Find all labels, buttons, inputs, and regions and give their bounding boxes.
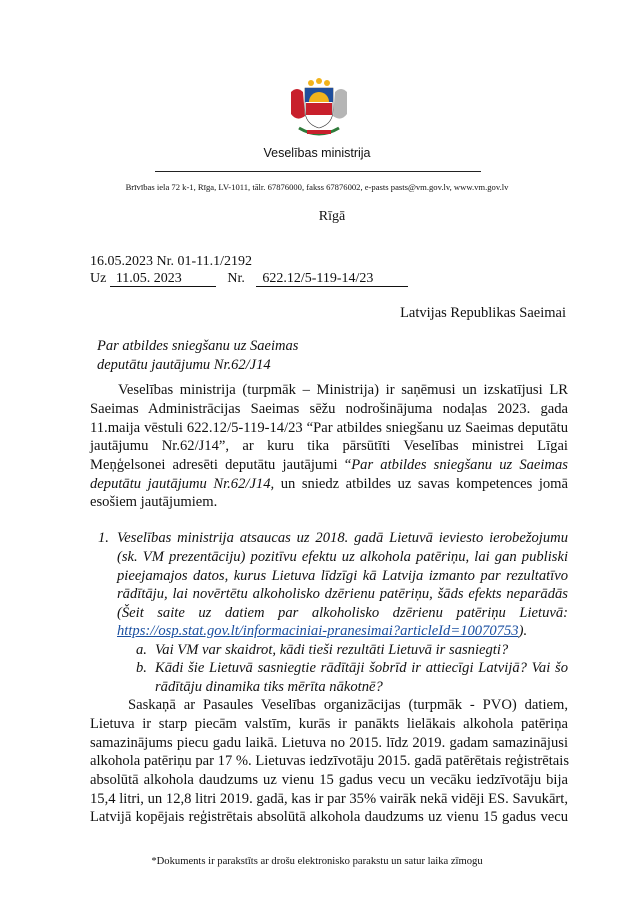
text-line: 11.maija vēstuli 622.12/5-119-14/23 “Par atbildes sniegšanu uz Saeimas deputātu xyxy=(90,420,568,436)
document-date-number: 16.05.2023 Nr. 01-11.1/2192 xyxy=(90,254,253,269)
statistics-link[interactable]: https://osp.stat.gov.lt/informaciniai-pranesimai?articleId=10070753 xyxy=(117,623,519,639)
text-line: rādītāju, lai novērtētu alkoholisko dzērienu patēriņu, šāds efekts neparādās xyxy=(117,586,568,602)
recipient: Latvijas Republikas Saeimai xyxy=(400,305,566,321)
subject-line: Par atbildes sniegšanu uz Saeimas xyxy=(97,338,299,354)
text-line: rādītāju dinamika tiks mērīta nākotnē? xyxy=(155,679,383,695)
text-line: Veselības ministrija (turpmāk – Ministrija) ir saņēmusi un izskatījusi LR xyxy=(118,382,568,398)
text-line: 15,4 litri, un 12,8 litri 2019. gadā, kas ir par 35% vairāk nekā vidēji ES. Savukārt, xyxy=(90,791,568,807)
ministry-name: Veselības ministrija xyxy=(263,146,371,160)
text-segment: Meņģelsonei adresēti deputātu jautājumi “ xyxy=(90,457,352,473)
text-line: alkohola patēriņu par 17 %. Lietuvas iedzīvotāju 2015. gadā patērētais reģistrētais xyxy=(90,753,569,769)
uz-date: 11.05. 2023 xyxy=(110,272,216,287)
text-line: jautājumu Nr.62/J14”, ar kuru tika pārsūtīti Veselības ministrei Līgai xyxy=(90,438,568,454)
uz-label: Uz xyxy=(90,271,107,286)
city: Rīgā xyxy=(318,209,346,224)
italic-segment: Par atbildes sniegšanu uz Saeimas xyxy=(351,457,568,473)
text-line: absolūtā alkohola daudzums uz vienu 15 gadus vecu un vecāku iedzīvotāju bija xyxy=(90,772,568,788)
text-line xyxy=(90,456,568,475)
text-line: Saskaņā ar Pasaules Veselības organizācijas (turpmāk - PVO) datiem, xyxy=(128,697,568,713)
uz-number: 622.12/5-119-14/23 xyxy=(256,272,408,287)
reply-reference xyxy=(90,270,408,287)
sub-item-number: b. xyxy=(136,660,147,676)
subject-line: deputātu jautājumu Nr.62/J14 xyxy=(97,356,271,373)
text-line xyxy=(90,475,568,494)
signature-footnote: *Dokuments ir parakstīts ar drošu elektronisko parakstu un satur laika zīmogu xyxy=(151,856,483,867)
text-line: esošiem jautājumiem. xyxy=(90,494,218,510)
text-line: samazinājums piecu gadu laikā. Lietuva no 2015. līdz 2019. gadam samazinājusi xyxy=(90,735,568,751)
text-line: Kādi šie Lietuvā sasniegtie rādītāji šobrīd ir attiecīgi Latvijā? Vai šo xyxy=(155,660,568,676)
list-number: 1. xyxy=(98,530,109,546)
text-line: (Šeit saite uz datiem par alkoholisko dzērienu patēriņu Lietuvā: xyxy=(117,605,568,621)
text-line: Lietuva ir starp piecām valstīm, kurās ir panākts lielākais alkohola patēriņa xyxy=(90,716,568,732)
italic-segment: deputātu jautājumu Nr.62/J14, xyxy=(90,476,275,492)
text-line: Saeimas Administrācijas Saeimas sēžu nodrošinājuma nodaļas 2023. gada xyxy=(90,401,568,417)
text-line: Latvijā kopējais reģistrētais absolūtā alkohola daudzums uz vienu 15 gadus vecu xyxy=(90,809,568,825)
text-line: pieejamajos datos, kurus Lietuva līdzīgi kā Latvija izmanto par rezultatīvo xyxy=(117,568,568,584)
text-segment: ). xyxy=(518,623,528,639)
text-line xyxy=(117,622,527,641)
text-line: (sk. VM prezentāciju) pozitīvu efektu uz alkohola patēriņu, lai gan publiski xyxy=(117,549,568,565)
nr-label: Nr. xyxy=(227,271,245,286)
text-segment: un sniedz atbildes uz savas kompetences jomā xyxy=(274,476,568,492)
ministry-address: Brīvības iela 72 k-1, Rīga, LV-1011, tālr. 67876000, fakss 67876002, e-pasts pasts@vm.gov.lv, www.vm.gov.lv xyxy=(125,182,509,192)
coat-of-arms-logo xyxy=(285,78,353,146)
sub-item-number: a. xyxy=(136,642,147,658)
subject xyxy=(97,337,298,374)
text-line: Vai VM var skaidrot, kādi tieši rezultāti Lietuvā ir sasniegti? xyxy=(155,642,509,658)
text-line: Veselības ministrija atsaucas uz 2018. gadā Lietuvā ieviesto ierobežojumu xyxy=(117,530,568,546)
header-divider xyxy=(155,171,481,172)
